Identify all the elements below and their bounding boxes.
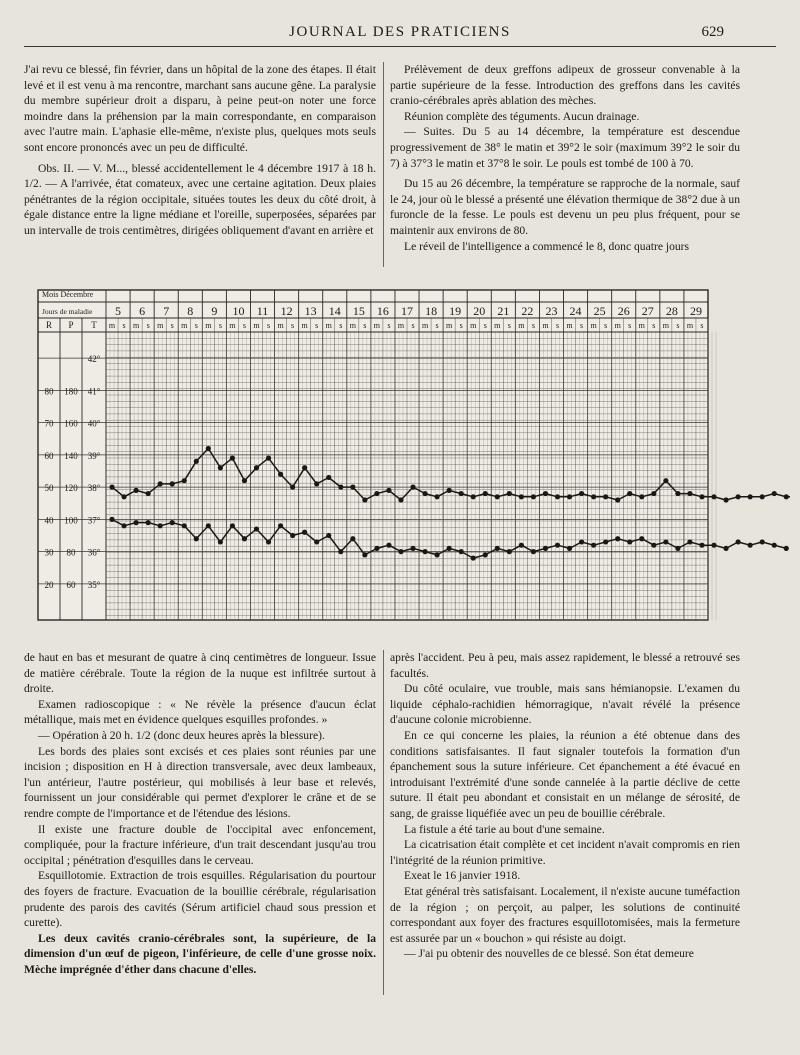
temperature-point: [639, 494, 644, 499]
temperature-point: [736, 494, 741, 499]
pulse-point: [495, 546, 500, 551]
pulse-point: [567, 546, 572, 551]
morning-label: m: [590, 321, 597, 330]
temperature-tick-label: 41°: [87, 386, 101, 397]
morning-label: m: [229, 321, 236, 330]
paragraph: de haut en bas et mesurant de quatre à cinq centimètres de longueur. Issue de matière cérébrale. Toute la région de la nuque est infiltrée surtout à droite.: [24, 651, 376, 696]
day-label: 7: [163, 304, 170, 318]
page-header: [24, 20, 776, 47]
temperature-point: [374, 491, 379, 496]
temperature-point: [266, 456, 271, 461]
pulse-point: [218, 539, 223, 544]
temperature-point: [723, 497, 728, 502]
day-label: 26: [617, 304, 630, 318]
evening-label: s: [218, 321, 222, 330]
pulse-point: [627, 539, 632, 544]
temperature-point: [170, 481, 175, 486]
pulse-tick-label: 160: [64, 418, 78, 429]
morning-label: m: [566, 321, 573, 330]
day-label: 16: [376, 304, 389, 318]
evening-label: s: [676, 321, 680, 330]
evening-label: s: [170, 321, 174, 330]
day-label: 10: [232, 304, 245, 318]
pulse-tick-label: 80: [66, 547, 76, 558]
paragraph: Les bords des plaies sont excisés et ces plaies sont réunies par une incision ; disposition en H à direction transversale, avec deux lambeaux, l'un antérieur, l'autre postérieur, qui mobilisés à leur base et relevés, fournissent un jour considérable qui permet d'explorer le crâne et de se rendre compte de l'importance et de l'étendue des lésions.: [24, 744, 376, 820]
morning-label: m: [349, 321, 356, 330]
days-label: Jours de maladie: [42, 307, 93, 316]
pulse-point: [302, 530, 307, 535]
paragraph: La fistule a été tarie au bout d'une semaine.: [404, 822, 605, 836]
pulse-point: [158, 523, 163, 528]
evening-label: s: [459, 321, 463, 330]
temperature-point: [230, 456, 235, 461]
p-column-label: P: [68, 320, 74, 330]
evening-label: s: [483, 321, 487, 330]
pulse-point: [579, 539, 584, 544]
evening-label: s: [122, 321, 126, 330]
temperature-tick-label: 40°: [87, 418, 101, 429]
paragraph: — Opération à 20 h. 1/2 (donc deux heures après la blessure).: [38, 728, 325, 742]
pulse-point: [242, 536, 247, 541]
temperature-point: [555, 494, 560, 499]
temperature-point: [627, 491, 632, 496]
temperature-point: [278, 472, 283, 477]
evening-label: s: [146, 321, 150, 330]
temperature-point: [784, 494, 789, 499]
temperature-point: [410, 485, 415, 490]
respiration-tick-label: 20: [44, 579, 54, 590]
pulse-point: [519, 543, 524, 548]
morning-label: m: [277, 321, 284, 330]
paragraph: En ce qui concerne les plaies, la réunion a été obtenue dans des conditions satisfaisantes. Il faut signaler toutefois la formation d'un épanchement sous la suture inférieure. Cet épanchement a été évacué en introduisant l'extrémité d'une sonde cannelée à la partie déclive de cette suture. Il était peu abondant et consistait en un mélange de sérosité, de sang, de graisse liquéfiée avec un peu de bouillie cérébrale.: [390, 728, 740, 820]
temperature-tick-label: 36°: [87, 547, 101, 558]
pulse-point: [170, 520, 175, 525]
pulse-tick-label: 100: [64, 515, 78, 526]
day-label: 21: [497, 304, 510, 318]
pulse-point: [374, 546, 379, 551]
morning-label: m: [614, 321, 621, 330]
paragraph: Du 15 au 26 décembre, la température se rapproche de la normale, sauf le 24, jour où le blessé a présenté une élévation thermique de 38°2 due à un furoncle de la fesse. Le pouls est devenu un peu plus fréquent, pour se maintenir aux environs de 80.: [390, 177, 740, 237]
evening-label: s: [387, 321, 391, 330]
morning-label: m: [470, 321, 477, 330]
pulse-point: [398, 549, 403, 554]
pulse-point: [543, 546, 548, 551]
pulse-point: [675, 546, 680, 551]
temperature-point: [651, 491, 656, 496]
pulse-point: [410, 546, 415, 551]
pulse-tick-label: 120: [64, 483, 78, 494]
morning-label: m: [542, 321, 549, 330]
evening-label: s: [266, 321, 271, 330]
evening-label: s: [700, 321, 704, 330]
evening-label: s: [315, 321, 319, 330]
evening-label: s: [580, 321, 584, 330]
pulse-point: [760, 539, 765, 544]
temperature-point: [218, 465, 223, 470]
pulse-point: [772, 543, 777, 548]
r-column-label: R: [45, 320, 53, 330]
temperature-point: [338, 485, 343, 490]
pulse-point: [531, 549, 536, 554]
pulse-point: [435, 552, 440, 557]
pulse-point: [266, 539, 271, 544]
evening-label: s: [435, 321, 439, 330]
month-label: Mois Décembre: [42, 290, 94, 299]
pulse-tick-label: 60: [66, 579, 76, 590]
paragraph: — Suites. Du 5 au 14 décembre, la température est descendue progressivement de 38° le matin et 39°2 le soir (maximum 39°2 le soir du 7) à 37°3 le matin et 37°8 le soir. Le pouls est tombé de 100 à 70.: [390, 125, 740, 170]
pulse-point: [651, 543, 656, 548]
pulse-point: [194, 536, 199, 541]
temperature-point: [507, 491, 512, 496]
temperature-chart: [20, 280, 790, 640]
day-label: 13: [304, 304, 317, 318]
pulse-point: [134, 520, 139, 525]
temperature-point: [386, 488, 391, 493]
day-label: 14: [328, 304, 341, 318]
paragraph: La cicatrisation était complète et cet incident n'avait compromis en rien l'intégrité de la réunion primitive.: [390, 838, 740, 867]
paragraph: Obs. II. — V. M..., blessé accidentellement le 4 décembre 1917 à 18 h. 1/2. — A l'arrivée, état comateux, avec une certaine agitation. Deux plaies pénétrantes de la région occipitale, situées toutes les deux du côté droit, à égale distance entre la ligne médiane et l'oreille, superposées, séparées par un intervalle de trois centimètres, dirigées obliquement d'avant en arrière et: [24, 161, 376, 237]
pulse-point: [230, 523, 235, 528]
respiration-tick-label: 50: [44, 483, 54, 494]
day-label: 17: [401, 304, 413, 318]
pulse-point: [121, 523, 126, 528]
paragraph: après l'accident. Peu à peu, mais assez rapidement, le blessé a retrouvé ses facultés.: [390, 651, 740, 680]
text-column-top-left: [24, 62, 376, 267]
pulse-point: [699, 543, 704, 548]
pulse-point: [362, 552, 367, 557]
evening-label: s: [411, 321, 415, 330]
temperature-point: [603, 494, 608, 499]
temperature-point: [495, 494, 500, 499]
temperature-pulse-chart-svg: [20, 280, 790, 640]
paragraph: Il existe une fracture double de l'occipital avec enfoncement, compliquée, pour la fracture inférieure, d'un trait descendant jusqu'au trou occipital ; pénétration d'esquilles dans le cerveau.: [24, 822, 376, 867]
day-label: 29: [689, 304, 702, 318]
morning-label: m: [205, 321, 212, 330]
pulse-point: [687, 539, 692, 544]
temperature-point: [350, 485, 355, 490]
pulse-tick-label: 180: [64, 386, 78, 397]
pulse-point: [422, 549, 427, 554]
temperature-point: [543, 491, 548, 496]
temperature-point: [531, 494, 536, 499]
day-label: 15: [352, 304, 365, 318]
temperature-point: [254, 465, 259, 470]
temperature-point: [326, 475, 331, 480]
paragraph: Du côté oculaire, vue trouble, mais sans hémianopsie. L'examen du liquide céphalo-rachidien hémorragique, n'avait révélé la présence d'aucune colonie microbienne.: [390, 682, 740, 727]
temperature-point: [615, 497, 620, 502]
text-column-bottom-left: [24, 650, 376, 990]
day-label: 5: [115, 304, 122, 318]
day-label: 11: [256, 304, 269, 318]
pulse-point: [447, 546, 452, 551]
pulse-point: [615, 536, 620, 541]
pulse-point: [555, 543, 560, 548]
pulse-point: [290, 533, 295, 538]
paragraph: — J'ai pu obtenir des nouvelles de ce blessé. Son état demeure: [404, 947, 694, 961]
morning-label: m: [301, 321, 308, 330]
morning-label: m: [373, 321, 381, 330]
day-label: 18: [425, 304, 438, 318]
paragraph: Les deux cavités cranio-cérébrales sont, la supérieure, de la dimension d'un œuf de pigeon, l'inférieure, de celle d'une grosse noix. Mèche imprégnée d'éther dans chacune d'elles.: [24, 931, 376, 976]
pulse-point: [206, 523, 211, 528]
morning-label: m: [325, 321, 332, 330]
temperature-point: [711, 494, 716, 499]
paragraph: J'ai revu ce blessé, fin février, dans un hôpital de la zone des étapes. Il était levé et il est venu à ma rencontre, marchant sans aucune gêne. La paralysie du membre supérieur droit a disparu, à peine peut-on noter une force moindre dans la préhension par la main correspondante, en comparaison avec l'autre main. L'aphasie elle-même, n'existe plus, quelques mots seuls sont encore prononcés avec un peu de difficulté.: [24, 63, 376, 154]
day-label: 6: [139, 304, 146, 318]
temperature-point: [194, 459, 199, 464]
pulse-point: [386, 543, 391, 548]
temperature-point: [158, 481, 163, 486]
pulse-point: [109, 517, 114, 522]
day-label: 24: [569, 304, 582, 318]
temperature-point: [398, 497, 403, 502]
pulse-point: [459, 549, 464, 554]
temperature-point: [591, 494, 596, 499]
morning-label: m: [686, 321, 694, 330]
morning-label: m: [132, 321, 140, 330]
pulse-point: [314, 539, 319, 544]
temperature-point: [182, 478, 187, 483]
pulse-point: [603, 539, 608, 544]
pulse-point: [736, 539, 741, 544]
temperature-point: [447, 488, 452, 493]
temperature-point: [134, 488, 139, 493]
pulse-tick-label: 140: [64, 450, 78, 461]
morning-label: m: [397, 321, 405, 330]
morning-label: m: [108, 321, 116, 330]
temperature-point: [362, 497, 367, 502]
text-column-bottom-right: [390, 650, 740, 995]
day-label: 28: [665, 304, 678, 318]
day-label: 22: [521, 304, 534, 318]
paragraph: Prélèvement de deux greffons adipeux de grosseur convenable à la partie supérieure de la fesse. Introduction des greffons dans les cavités cranio-cérébrales après ablation des mèches.: [390, 63, 740, 108]
evening-label: s: [555, 321, 560, 330]
morning-label: m: [157, 321, 164, 330]
temperature-tick-label: 38°: [87, 483, 101, 494]
evening-label: s: [339, 321, 343, 330]
temperature-point: [290, 485, 295, 490]
respiration-tick-label: 70: [44, 418, 54, 429]
pulse-point: [483, 552, 488, 557]
temperature-tick-label: 39°: [87, 450, 101, 461]
evening-label: s: [652, 321, 656, 330]
respiration-tick-label: 40: [44, 515, 54, 526]
paragraph: Exeat le 16 janvier 1918.: [404, 869, 521, 883]
temperature-point: [435, 494, 440, 499]
paragraph: Le réveil de l'intelligence a commencé le 8, donc quatre jours: [404, 239, 690, 253]
day-label: 19: [449, 304, 462, 318]
column-divider: [383, 62, 384, 267]
day-label: 8: [187, 304, 194, 318]
temperature-tick-label: 42°: [87, 354, 101, 365]
respiration-tick-label: 80: [44, 386, 54, 397]
temperature-point: [663, 478, 668, 483]
pulse-point: [748, 543, 753, 548]
pulse-point: [182, 523, 187, 528]
paragraph: Esquillotomie. Extraction de trois esquilles. Régularisation du pourtour des foyers de fracture. Evacuation de la bouillie cérébrale, régularisation prudente des parois des cavités (Sérum artificiel chaud sous pression et curette).: [24, 869, 376, 930]
evening-label: s: [604, 321, 608, 330]
journal-title: JOURNAL DES PRATICIENS: [289, 24, 511, 40]
pulse-point: [723, 546, 728, 551]
temperature-point: [579, 491, 584, 496]
pulse-point: [471, 555, 476, 560]
evening-label: s: [194, 321, 198, 330]
day-label: 12: [280, 304, 293, 318]
day-label: 20: [473, 304, 486, 318]
pulse-point: [663, 539, 668, 544]
temperature-point: [109, 485, 114, 490]
pulse-point: [350, 536, 355, 541]
temperature-point: [459, 491, 464, 496]
temperature-tick-label: 35°: [87, 579, 101, 590]
temperature-point: [242, 478, 247, 483]
day-label: 9: [211, 304, 218, 318]
day-label: 25: [593, 304, 606, 318]
pulse-point: [507, 549, 512, 554]
evening-label: s: [291, 321, 295, 330]
evening-label: s: [531, 321, 535, 330]
temperature-point: [314, 481, 319, 486]
pulse-point: [326, 533, 331, 538]
temperature-point: [699, 494, 704, 499]
day-label: 23: [545, 304, 558, 318]
temperature-point: [121, 494, 126, 499]
temperature-point: [687, 491, 692, 496]
morning-label: m: [662, 321, 669, 330]
evening-label: s: [507, 321, 511, 330]
temperature-point: [483, 491, 488, 496]
temperature-point: [422, 491, 427, 496]
temperature-point: [567, 494, 572, 499]
temperature-point: [748, 494, 753, 499]
temperature-tick-label: 37°: [87, 515, 101, 526]
pulse-point: [784, 546, 789, 551]
morning-label: m: [446, 321, 453, 330]
page-number: 629: [701, 24, 724, 40]
respiration-tick-label: 60: [44, 450, 54, 461]
temperature-column-label: T: [91, 320, 97, 330]
column-divider: [383, 650, 384, 995]
morning-label: m: [638, 321, 645, 330]
pulse-point: [278, 523, 283, 528]
evening-label: s: [242, 321, 247, 330]
evening-label: s: [628, 321, 632, 330]
temperature-point: [519, 494, 524, 499]
morning-label: m: [253, 321, 260, 330]
day-label: 27: [641, 304, 654, 318]
temperature-point: [206, 446, 211, 451]
morning-label: m: [421, 321, 429, 330]
temperature-point: [302, 465, 307, 470]
evening-label: s: [363, 321, 367, 330]
temperature-point: [760, 494, 765, 499]
pulse-point: [591, 543, 596, 548]
morning-label: m: [518, 321, 525, 330]
text-column-top-right: [390, 62, 740, 267]
morning-label: m: [181, 321, 188, 330]
pulse-point: [639, 536, 644, 541]
pulse-point: [146, 520, 151, 525]
temperature-point: [471, 494, 476, 499]
pulse-point: [338, 549, 343, 554]
temperature-point: [675, 491, 680, 496]
paragraph: Examen radioscopique : « Ne révèle la présence d'aucun éclat métallique, mais met en évidence quelques esquilles profondes. »: [24, 697, 376, 727]
paragraph: Réunion complète des téguments. Aucun drainage.: [404, 109, 640, 123]
morning-label: m: [494, 321, 501, 330]
pulse-point: [711, 543, 716, 548]
paragraph: Etat général très satisfaisant. Localement, il n'existe aucune tuméfaction de la région ; on perçoit, au palper, les solutions de continuité correspondant aux foyer des fractures esquillotomisées, mais la fermeture est assurée par un « bouchon » qui résiste au doigt.: [390, 884, 740, 945]
respiration-tick-label: 30: [44, 547, 54, 558]
pulse-point: [254, 526, 259, 531]
temperature-point: [146, 491, 151, 496]
temperature-point: [772, 491, 777, 496]
